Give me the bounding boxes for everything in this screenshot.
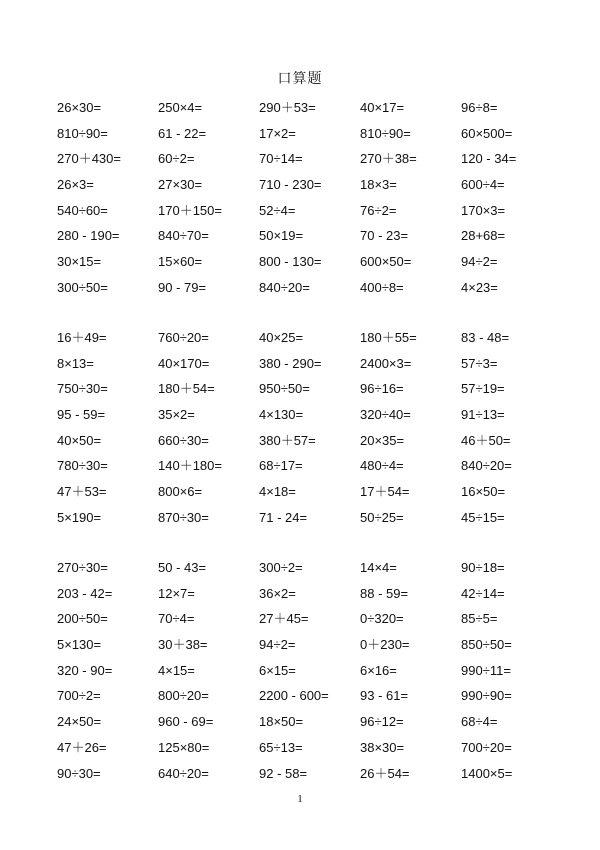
arithmetic-problem: 660÷30=: [158, 432, 209, 448]
arithmetic-problem: 270＋38=: [360, 151, 417, 167]
arithmetic-problem: 70÷14=: [259, 151, 303, 167]
arithmetic-problem: 840÷20=: [259, 279, 310, 295]
arithmetic-problem: 270＋430=: [57, 151, 121, 167]
arithmetic-problem: 57÷19=: [461, 381, 505, 397]
arithmetic-problem: 38×30=: [360, 739, 405, 755]
arithmetic-problem: 96÷16=: [360, 381, 404, 397]
arithmetic-problem: 90÷18=: [461, 560, 505, 575]
arithmetic-problem: 2200 - 600=: [259, 688, 329, 704]
arithmetic-problem: 950÷50=: [259, 381, 310, 397]
arithmetic-problem: 30×15=: [57, 254, 102, 270]
arithmetic-problem: 88 - 59=: [360, 585, 409, 601]
arithmetic-problem: 280 - 190=: [57, 228, 120, 244]
arithmetic-problem: 800×6=: [158, 484, 203, 500]
arithmetic-problem: 140＋180=: [158, 458, 222, 474]
arithmetic-problem: 15×60=: [158, 254, 203, 270]
arithmetic-problem: 6×16=: [360, 662, 397, 678]
arithmetic-problem: 16×50=: [461, 484, 506, 500]
arithmetic-problem: 990÷11=: [461, 662, 511, 678]
arithmetic-problem: 26＋54=: [360, 765, 410, 781]
arithmetic-problem: 94÷2=: [259, 637, 296, 653]
arithmetic-problem: 200÷50=: [57, 611, 108, 627]
problem-section-1: [57, 98, 577, 304]
arithmetic-problem: 47＋53=: [57, 484, 107, 500]
arithmetic-problem: 76÷2=: [360, 202, 397, 218]
arithmetic-problem: 94÷2=: [461, 254, 498, 270]
arithmetic-problem: 70 - 23=: [360, 228, 409, 244]
arithmetic-problem: 4×130=: [259, 407, 304, 423]
page-number: 1: [297, 793, 303, 805]
arithmetic-problem: 250×4=: [158, 100, 203, 115]
arithmetic-problem: 800÷20=: [158, 688, 209, 704]
arithmetic-problem: 91÷13=: [461, 407, 505, 423]
arithmetic-problem: 840÷20=: [461, 458, 512, 474]
arithmetic-problem: 600÷4=: [461, 177, 505, 193]
arithmetic-problem: 28+68=: [461, 228, 506, 244]
arithmetic-problem: 320 - 90=: [57, 662, 113, 678]
arithmetic-problem: 90 - 79=: [158, 279, 207, 295]
arithmetic-problem: 17＋54=: [360, 484, 410, 500]
arithmetic-problem: 180＋54=: [158, 381, 215, 397]
arithmetic-problem: 83 - 48=: [461, 330, 510, 345]
arithmetic-problem: 480÷4=: [360, 458, 404, 474]
arithmetic-problem: 170＋150=: [158, 202, 222, 218]
arithmetic-problem: 90÷30=: [57, 765, 101, 781]
arithmetic-problem: 870÷30=: [158, 509, 209, 525]
arithmetic-problem: 27×30=: [158, 177, 203, 193]
arithmetic-problem: 8×13=: [57, 355, 94, 371]
arithmetic-problem: 96÷8=: [461, 100, 498, 115]
arithmetic-problem: 30＋38=: [158, 637, 208, 653]
arithmetic-problem: 6×15=: [259, 662, 296, 678]
arithmetic-problem: 120 - 34=: [461, 151, 517, 167]
arithmetic-problem: 95 - 59=: [57, 407, 106, 423]
arithmetic-problem: 60×500=: [461, 125, 513, 141]
arithmetic-problem: 68÷17=: [259, 458, 303, 474]
arithmetic-problem: 125×80=: [158, 739, 210, 755]
arithmetic-problem: 640÷20=: [158, 765, 209, 781]
arithmetic-problem: 17×2=: [259, 125, 296, 141]
arithmetic-problem: 70÷4=: [158, 611, 195, 627]
arithmetic-problem: 170×3=: [461, 202, 506, 218]
arithmetic-problem: 47＋26=: [57, 739, 107, 755]
arithmetic-problem: 4×18=: [259, 484, 296, 500]
arithmetic-problem: 960 - 69=: [158, 714, 214, 730]
arithmetic-problem: 320÷40=: [360, 407, 411, 423]
arithmetic-problem: 65÷13=: [259, 739, 303, 755]
arithmetic-problem: 380＋57=: [259, 432, 316, 448]
arithmetic-problem: 46＋50=: [461, 432, 511, 448]
arithmetic-problem: 0÷320=: [360, 611, 404, 627]
arithmetic-problem: 96÷12=: [360, 714, 404, 730]
arithmetic-problem: 600×50=: [360, 254, 412, 270]
arithmetic-problem: 300÷2=: [259, 560, 303, 575]
arithmetic-problem: 50×19=: [259, 228, 304, 244]
arithmetic-problem: 20×35=: [360, 432, 405, 448]
problem-section-3: [57, 558, 577, 789]
arithmetic-problem: 380 - 290=: [259, 355, 322, 371]
arithmetic-problem: 800 - 130=: [259, 254, 322, 270]
arithmetic-problem: 760÷20=: [158, 330, 209, 345]
arithmetic-problem: 16＋49=: [57, 330, 107, 345]
arithmetic-problem: 26×3=: [57, 177, 94, 193]
arithmetic-problem: 18×50=: [259, 714, 304, 730]
arithmetic-problem: 290＋53=: [259, 100, 316, 115]
arithmetic-problem: 40×50=: [57, 432, 102, 448]
arithmetic-problem: 61 - 22=: [158, 125, 207, 141]
arithmetic-problem: 36×2=: [259, 585, 296, 601]
arithmetic-problem: 35×2=: [158, 407, 195, 423]
arithmetic-problem: 780÷30=: [57, 458, 108, 474]
arithmetic-problem: 60÷2=: [158, 151, 195, 167]
arithmetic-problem: 40×17=: [360, 100, 405, 115]
arithmetic-problem: 5×190=: [57, 509, 102, 525]
arithmetic-problem: 810÷90=: [57, 125, 108, 141]
arithmetic-problem: 750÷30=: [57, 381, 108, 397]
arithmetic-problem: 203 - 42=: [57, 585, 113, 601]
arithmetic-problem: 4×15=: [158, 662, 195, 678]
arithmetic-problem: 71 - 24=: [259, 509, 308, 525]
arithmetic-problem: 840÷70=: [158, 228, 209, 244]
problem-section-2: [57, 328, 577, 534]
arithmetic-problem: 50÷25=: [360, 509, 404, 525]
arithmetic-problem: 700÷2=: [57, 688, 101, 704]
arithmetic-problem: 850÷50=: [461, 637, 512, 653]
arithmetic-problem: 300÷50=: [57, 279, 108, 295]
arithmetic-problem: 710 - 230=: [259, 177, 322, 193]
arithmetic-problem: 14×4=: [360, 560, 397, 575]
arithmetic-problem: 40×25=: [259, 330, 304, 345]
arithmetic-problem: 45÷15=: [461, 509, 505, 525]
arithmetic-problem: 990÷90=: [461, 688, 512, 704]
arithmetic-problem: 50 - 43=: [158, 560, 207, 575]
arithmetic-problem: 92 - 58=: [259, 765, 308, 781]
arithmetic-problem: 12×7=: [158, 585, 195, 601]
arithmetic-problem: 1400×5=: [461, 765, 513, 781]
arithmetic-problem: 85÷5=: [461, 611, 498, 627]
arithmetic-problem: 4×23=: [461, 279, 498, 295]
arithmetic-problem: 27＋45=: [259, 611, 309, 627]
arithmetic-problem: 810÷90=: [360, 125, 411, 141]
arithmetic-problem: 52÷4=: [259, 202, 296, 218]
arithmetic-problem: 0＋230=: [360, 637, 410, 653]
arithmetic-problem: 26×30=: [57, 100, 102, 115]
arithmetic-problem: 24×50=: [57, 714, 102, 730]
arithmetic-problem: 2400×3=: [360, 355, 412, 371]
page-title: 口算题: [277, 71, 323, 87]
arithmetic-problem: 57÷3=: [461, 355, 498, 371]
arithmetic-problem: 68÷4=: [461, 714, 498, 730]
arithmetic-problem: 700÷20=: [461, 739, 512, 755]
arithmetic-problem: 180＋55=: [360, 330, 417, 345]
arithmetic-problem: 400÷8=: [360, 279, 404, 295]
arithmetic-problem: 540÷60=: [57, 202, 108, 218]
arithmetic-problem: 93 - 61=: [360, 688, 409, 704]
arithmetic-problem: 42÷14=: [461, 585, 505, 601]
arithmetic-problem: 5×130=: [57, 637, 102, 653]
arithmetic-problem: 18×3=: [360, 177, 397, 193]
arithmetic-problem: 270÷30=: [57, 560, 108, 575]
arithmetic-problem: 40×170=: [158, 355, 210, 371]
